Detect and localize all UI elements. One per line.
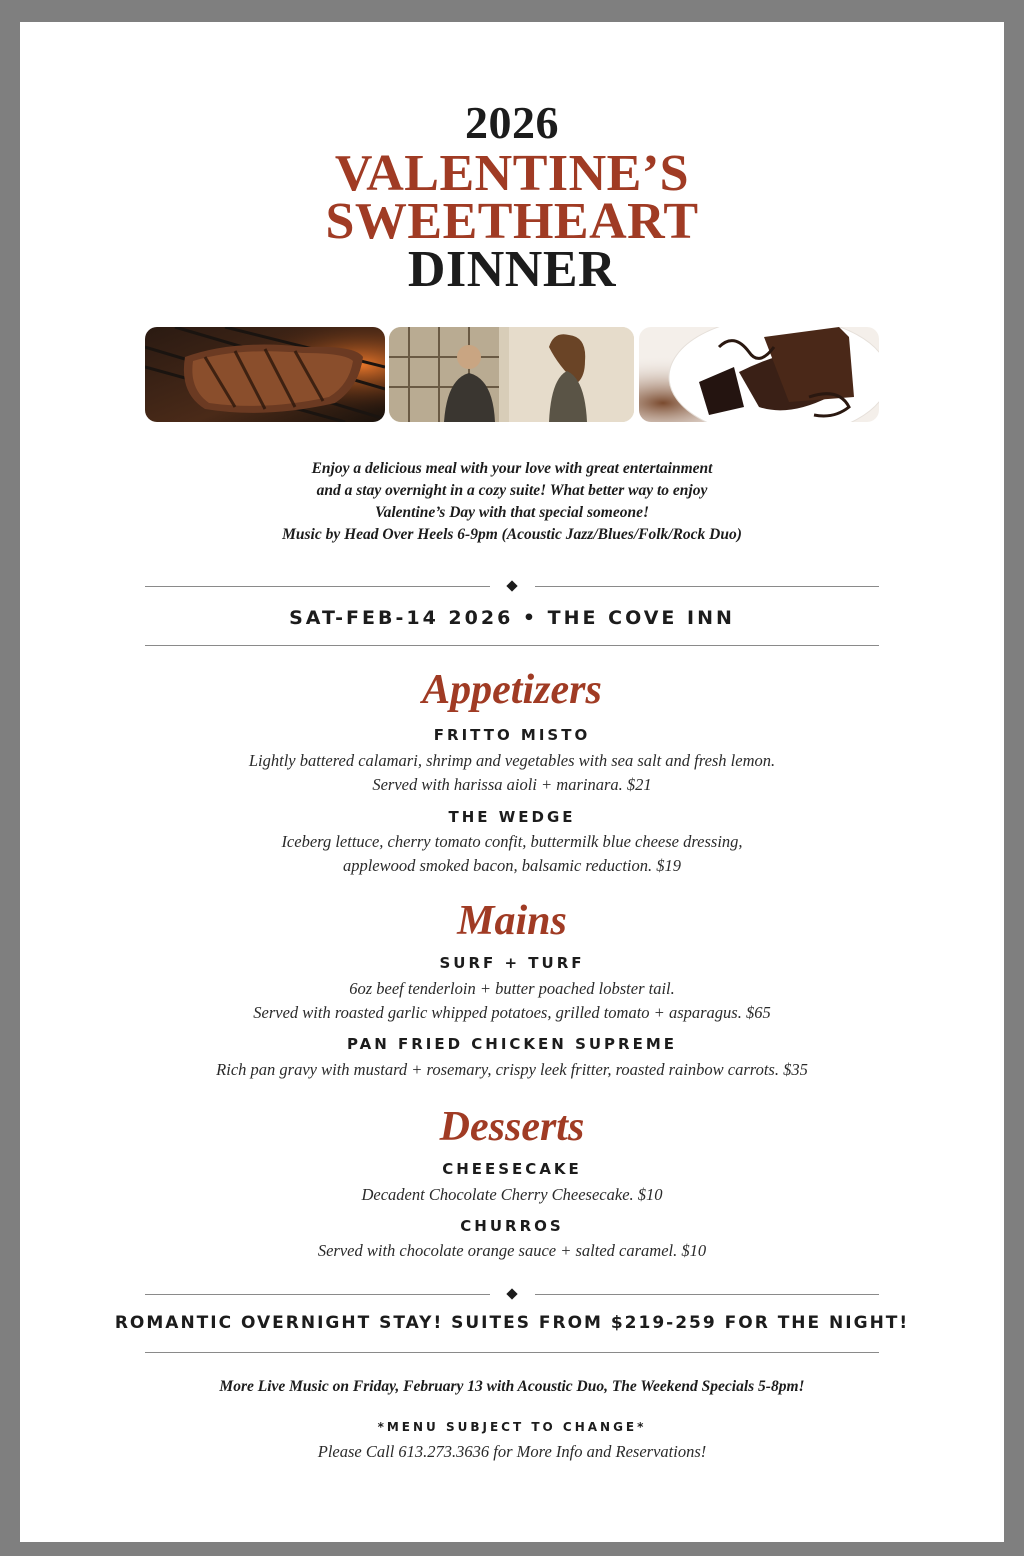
churros-desc: Served with chocolate orange sauce + salted caramel. $10 [317, 1241, 707, 1260]
cheesecake-desc: Decadent Chocolate Cherry Cheesecake. $10 [361, 1185, 663, 1204]
musicians-photo [389, 327, 634, 422]
title-valentines: VALENTINE’S [334, 145, 690, 202]
the-wedge-name: THE WEDGE [448, 808, 576, 826]
title-dinner: DINNER [407, 241, 617, 298]
cheesecake-name: CHEESECAKE [442, 1160, 582, 1178]
divider-under-stay [145, 1352, 879, 1353]
fritto-misto-desc-2: Served with harissa aioli + marinara. $21 [372, 775, 652, 794]
steak-photo [145, 327, 385, 422]
chicken-supreme-desc: Rich pan gravy with mustard + rosemary, crispy leek fritter, roasted rainbow carrots. $35 [216, 1060, 808, 1079]
intro-line-2: and a stay overnight in a cozy suite! What better way to enjoy [316, 482, 708, 499]
surf-turf-desc-1: 6oz beef tenderloin + butter poached lobster tail. [349, 979, 675, 998]
intro-line-4: Music by Head Over Heels 6-9pm (Acoustic Jazz/Blues/Folk/Rock Duo) [282, 526, 742, 543]
chocolate-dessert-photo [639, 327, 879, 422]
appetizers-heading: Appetizers [422, 667, 602, 713]
divider-right [535, 586, 879, 587]
divider-left-bottom [145, 1294, 490, 1295]
more-music-note: More Live Music on Friday, February 13 with Acoustic Duo, The Weekend Specials 5-8pm! [219, 1378, 805, 1395]
divider-right-bottom [535, 1294, 879, 1295]
divider-under-banner [145, 645, 879, 646]
intro-line-3: Valentine’s Day with that special someone! [375, 504, 649, 521]
the-wedge-desc-2: applewood smoked bacon, balsamic reduction. $19 [342, 856, 682, 875]
churros-name: CHURROS [460, 1217, 564, 1235]
surf-turf-desc-2: Served with roasted garlic whipped potatoes, grilled tomato + asparagus. $65 [253, 1003, 771, 1022]
stay-banner: ROMANTIC OVERNIGHT STAY! SUITES FROM $219-259 FOR THE NIGHT! [114, 1313, 910, 1333]
fritto-misto-desc-1: Lightly battered calamari, shrimp and vegetables with sea salt and fresh lemon. [248, 751, 776, 770]
title-sweetheart: SWEETHEART [325, 193, 699, 250]
the-wedge-desc-1: Iceberg lettuce, cherry tomato confit, buttermilk blue cheese dressing, [281, 832, 743, 851]
divider-left [145, 586, 490, 587]
desserts-heading: Desserts [439, 1104, 585, 1150]
menu-disclaimer: *MENU SUBJECT TO CHANGE* [377, 1420, 647, 1434]
intro-line-1: Enjoy a delicious meal with your love with great entertainment [311, 460, 713, 477]
fritto-misto-name: FRITTO MISTO [433, 726, 591, 744]
mains-heading: Mains [457, 898, 567, 944]
contact-line: Please Call 613.273.3636 for More Info and Reservations! [317, 1442, 707, 1461]
title-year: 2026 [465, 97, 559, 148]
surf-turf-name: SURF + TURF [439, 954, 585, 972]
chicken-supreme-name: PAN FRIED CHICKEN SUPREME [346, 1035, 678, 1053]
event-banner: SAT-FEB-14 2026 • THE COVE INN [289, 607, 735, 629]
photo-strip [145, 327, 879, 422]
